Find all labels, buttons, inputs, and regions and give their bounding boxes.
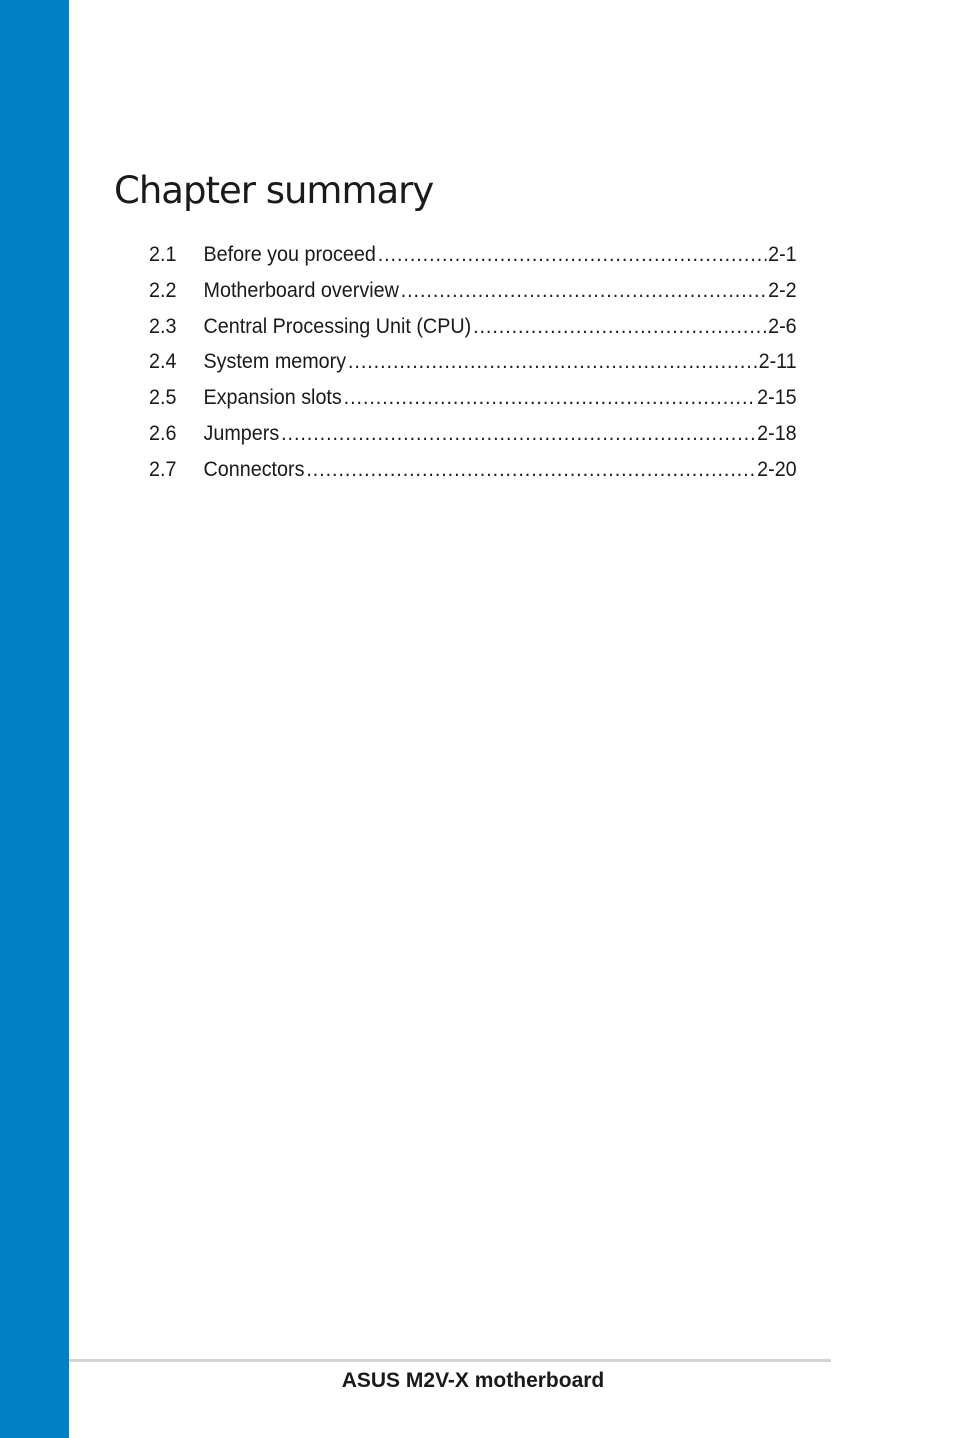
toc-section-number: 2.7 bbox=[149, 457, 177, 481]
toc-dot-leader bbox=[344, 386, 756, 410]
toc-section-title: Jumpers bbox=[203, 421, 280, 445]
toc-entry[interactable] bbox=[149, 315, 797, 351]
toc-section-number: 2.1 bbox=[149, 243, 177, 266]
chapter-contents-list bbox=[149, 243, 797, 494]
toc-entry[interactable] bbox=[149, 350, 797, 386]
toc-section-number: 2.6 bbox=[149, 421, 177, 445]
toc-dot-leader bbox=[348, 350, 757, 374]
toc-section-title: Before you proceed bbox=[203, 243, 376, 266]
toc-entry[interactable] bbox=[149, 458, 797, 494]
toc-dot-leader bbox=[378, 243, 767, 267]
toc-dot-leader bbox=[306, 458, 755, 482]
toc-entry[interactable] bbox=[149, 279, 797, 315]
toc-page-number: 2-18 bbox=[757, 421, 797, 445]
toc-dot-leader bbox=[281, 422, 755, 446]
toc-entry[interactable] bbox=[149, 243, 797, 279]
toc-section-title: Expansion slots bbox=[203, 386, 342, 410]
toc-section-number: 2.3 bbox=[149, 314, 177, 338]
footer-divider bbox=[69, 1359, 831, 1362]
toc-section-number: 2.4 bbox=[149, 350, 177, 374]
toc-page-number: 2-15 bbox=[757, 386, 797, 410]
toc-section-title: Connectors bbox=[203, 457, 305, 481]
chapter-side-band bbox=[0, 0, 69, 1438]
toc-section-title: Central Processing Unit (CPU) bbox=[203, 314, 472, 338]
toc-entry[interactable] bbox=[149, 386, 797, 422]
toc-dot-leader bbox=[473, 315, 766, 339]
toc-page-number: 2-6 bbox=[768, 314, 797, 338]
toc-entry[interactable] bbox=[149, 422, 797, 458]
toc-page-number: 2-11 bbox=[758, 350, 797, 374]
toc-page-number: 2-20 bbox=[757, 457, 797, 481]
toc-section-title: System memory bbox=[203, 350, 347, 374]
toc-section-title: Motherboard overview bbox=[203, 278, 399, 302]
toc-section-number: 2.5 bbox=[149, 386, 177, 410]
toc-section-number: 2.2 bbox=[149, 278, 177, 302]
toc-page-number: 2-1 bbox=[768, 243, 797, 266]
toc-dot-leader bbox=[401, 279, 767, 303]
footer-product-name: ASUS M2V-X motherboard bbox=[341, 1369, 605, 1392]
toc-page-number: 2-2 bbox=[768, 278, 797, 302]
chapter-title: Chapter summary bbox=[114, 169, 434, 212]
